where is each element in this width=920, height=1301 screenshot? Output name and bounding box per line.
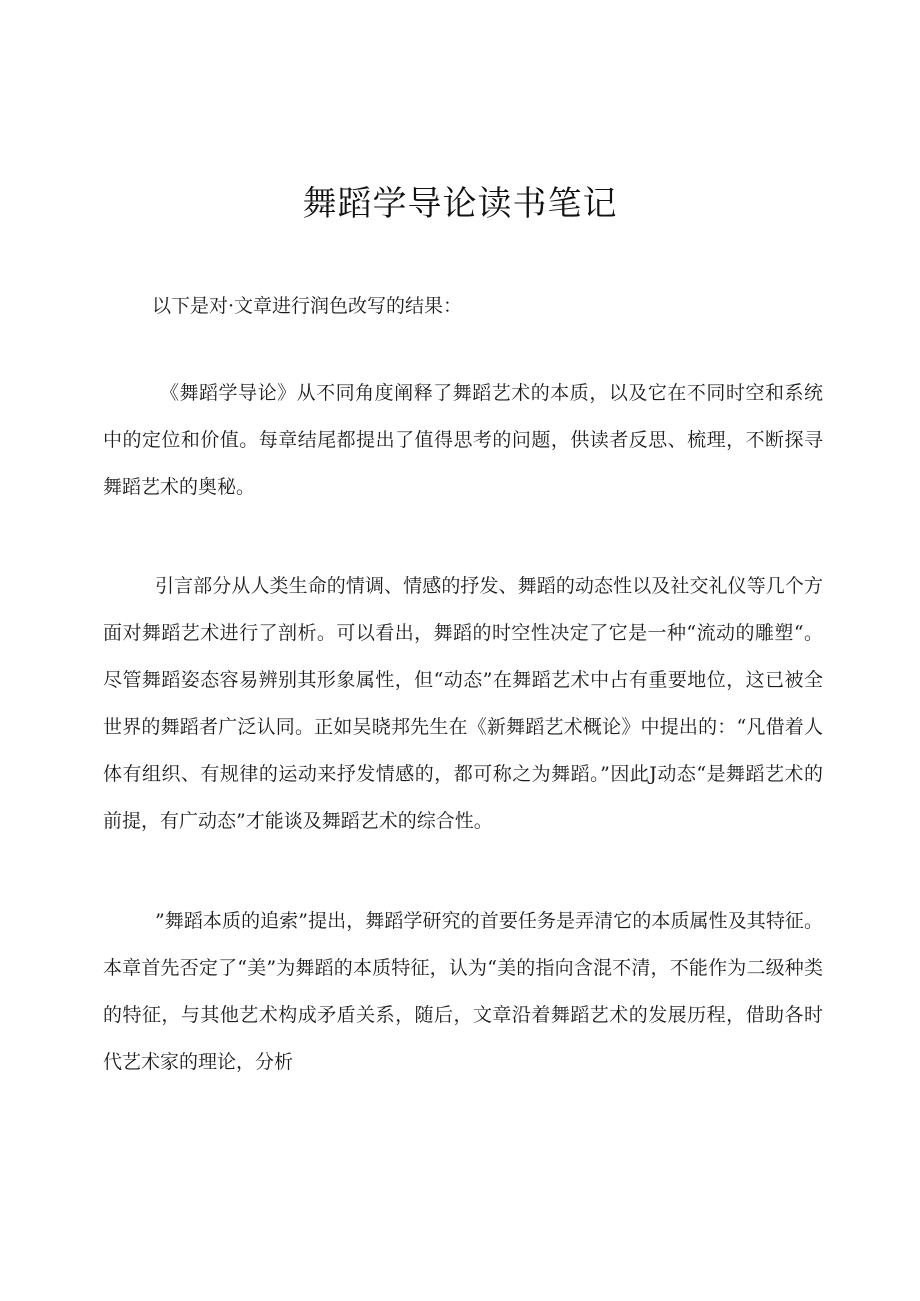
paragraph-2: 引言部分从人类生命的情调、情感的抒发、舞蹈的动态性以及社交礼仪等几个方面对舞蹈艺术进行了剖析。可以看出，舞蹈的时空性决定了它是一种“流动的雕塑“。尽管舞蹈姿态容易辨别其形象属性，但“动态”在舞蹈艺术中占有重要地位，这已被全世界的舞蹈者广泛认同。正如吴晓邦先生在《新舞蹈艺术概论》中提出的：“凡借着人体有组织、有规律的运动来抒发情感的，都可称之为舞蹈。”因此J动态“是舞蹈艺术的前提，有广动态”才能谈及舞蹈艺术的综合性。 — [103, 575, 823, 832]
paragraph-3: ”舞蹈本质的追索”提出，舞蹈学研究的首要任务是弄清它的本质属性及其特征。本章首先否定了“美”为舞蹈的本质特征，认为“美的指向含混不清，不能作为二级种类的特征，与其他艺术构成矛盾关系，随后，文章沿着舞蹈艺术的发展历程，借助各时代艺术家的理论，分析 — [103, 910, 823, 1073]
paragraph-1: 《舞蹈学导论》从不同角度阐释了舞蹈艺术的本质，以及它在不同时空和系统中的定位和价值。每章结尾都提出了值得思考的问题，供读者反思、梳理，不断探寻舞蹈艺术的奥秘。 — [103, 382, 823, 498]
document-title: 舞蹈学导论读书笔记 — [302, 184, 618, 224]
intro-line: 以下是对·文章进行润色改写的结果： — [152, 295, 463, 317]
